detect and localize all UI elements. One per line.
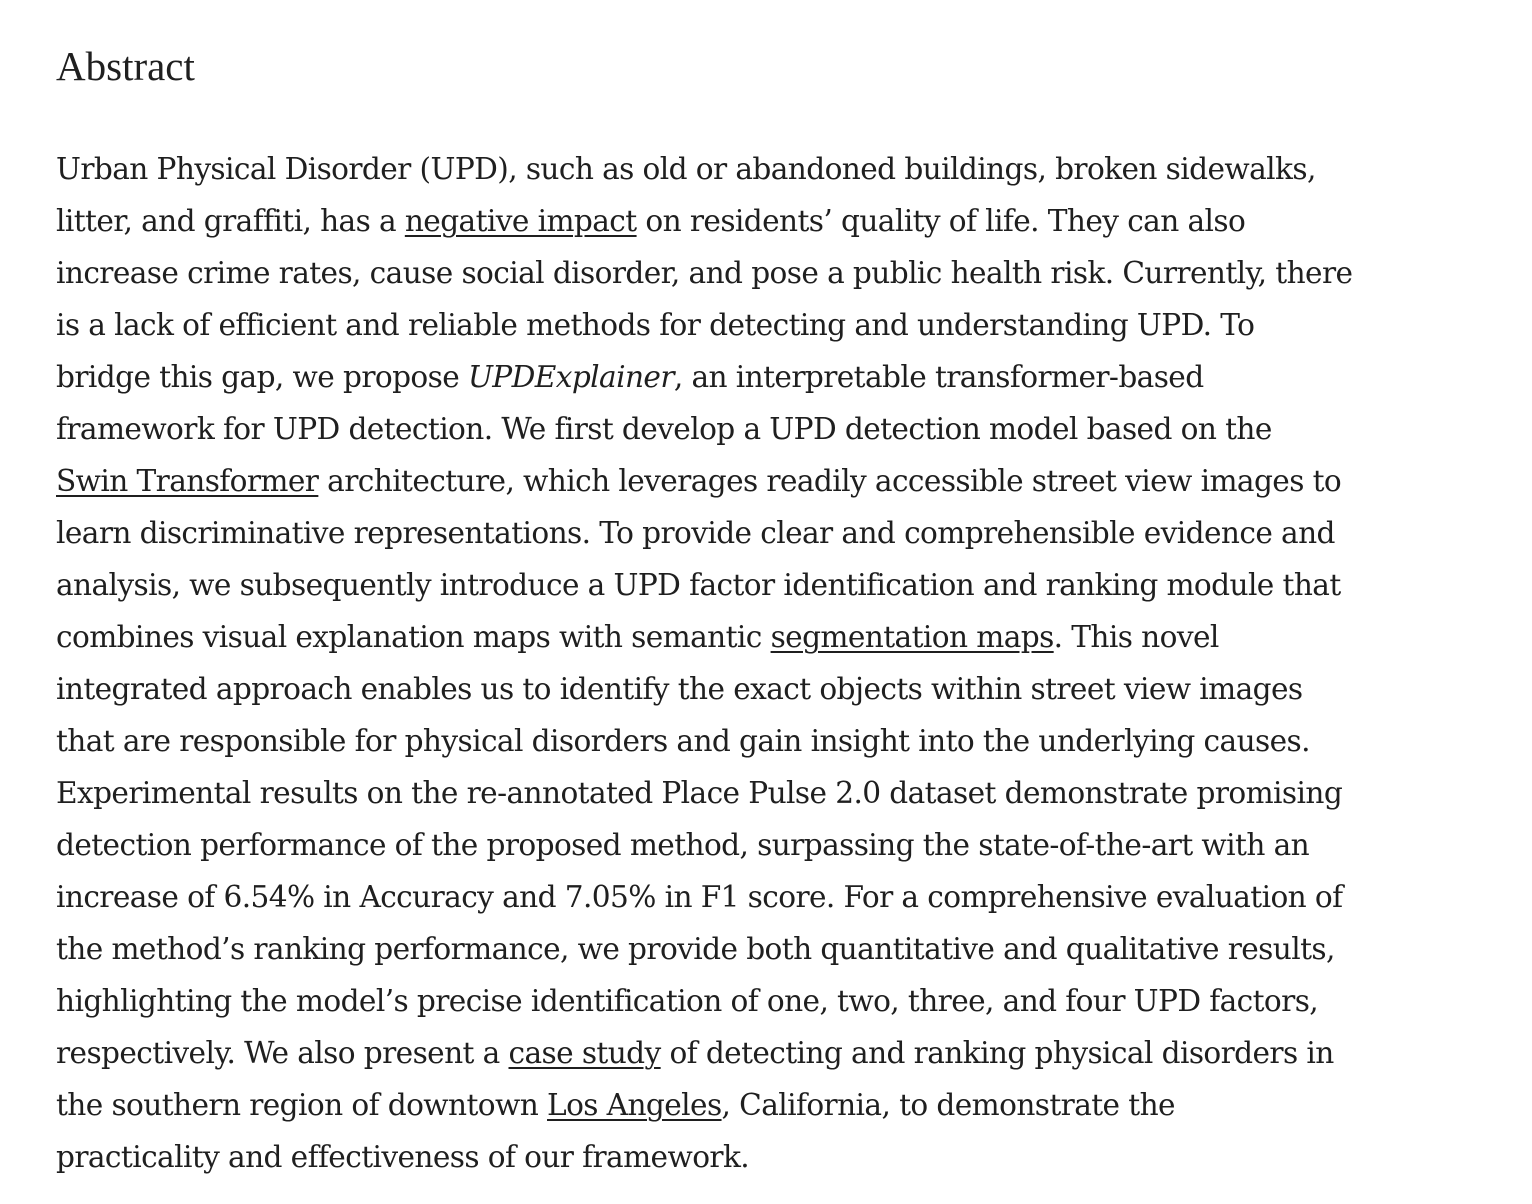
- link-los-angeles[interactable]: Los Angeles: [547, 1088, 722, 1122]
- abstract-line: integrated approach enables us to identify the exact objects within street view images: [56, 672, 1303, 706]
- abstract-section: [56, 40, 1366, 1183]
- abstract-body: [56, 143, 1366, 1183]
- abstract-line: respectively. We also present a case study of detecting and ranking physical disorders in: [56, 1036, 1334, 1070]
- abstract-line: Experimental results on the re-annotated Place Pulse 2.0 dataset demonstrate promising: [56, 776, 1343, 810]
- abstract-line: Urban Physical Disorder (UPD), such as old or abandoned buildings, broken sidewalks,: [56, 152, 1316, 186]
- model-name: UPDExplainer: [467, 360, 674, 394]
- abstract-line: analysis, we subsequently introduce a UPD factor identification and ranking module that: [56, 568, 1341, 602]
- abstract-line: increase of 6.54% in Accuracy and 7.05% in F1 score. For a comprehensive evaluation of: [56, 880, 1343, 914]
- abstract-line: framework for UPD detection. We first develop a UPD detection model based on the: [56, 412, 1272, 446]
- abstract-line: practicality and effectiveness of our framework.: [56, 1140, 750, 1174]
- link-swin-transformer[interactable]: Swin Transformer: [56, 464, 319, 498]
- abstract-line: bridge this gap, we propose UPDExplainer, an interpretable transformer-based: [56, 360, 1204, 394]
- abstract-line: is a lack of efficient and reliable methods for detecting and understanding UPD. To: [56, 308, 1255, 342]
- abstract-line: detection performance of the proposed method, surpassing the state-of-the-art with an: [56, 828, 1310, 862]
- abstract-line: learn discriminative representations. To provide clear and comprehensible evidence and: [56, 516, 1335, 550]
- abstract-line: litter, and graffiti, has a negative impact on residents’ quality of life. They can also: [56, 204, 1246, 238]
- abstract-line: combines visual explanation maps with semantic segmentation maps. This novel: [56, 620, 1219, 654]
- abstract-line: that are responsible for physical disorders and gain insight into the underlying causes.: [56, 724, 1310, 758]
- abstract-line: Swin Transformer architecture, which leverages readily accessible street view images to: [56, 464, 1342, 498]
- link-negative-impact[interactable]: negative impact: [404, 204, 637, 238]
- abstract-line: increase crime rates, cause social disorder, and pose a public health risk. Currently, there: [56, 256, 1353, 290]
- abstract-line: highlighting the model’s precise identification of one, two, three, and four UPD factors,: [56, 984, 1319, 1018]
- link-segmentation-maps[interactable]: segmentation maps: [770, 620, 1054, 654]
- abstract-heading: Abstract: [56, 43, 195, 89]
- link-case-study[interactable]: case study: [508, 1036, 661, 1070]
- abstract-line: the method’s ranking performance, we provide both quantitative and qualitative results,: [56, 932, 1335, 966]
- abstract-line: the southern region of downtown Los Angeles, California, to demonstrate the: [56, 1088, 1175, 1122]
